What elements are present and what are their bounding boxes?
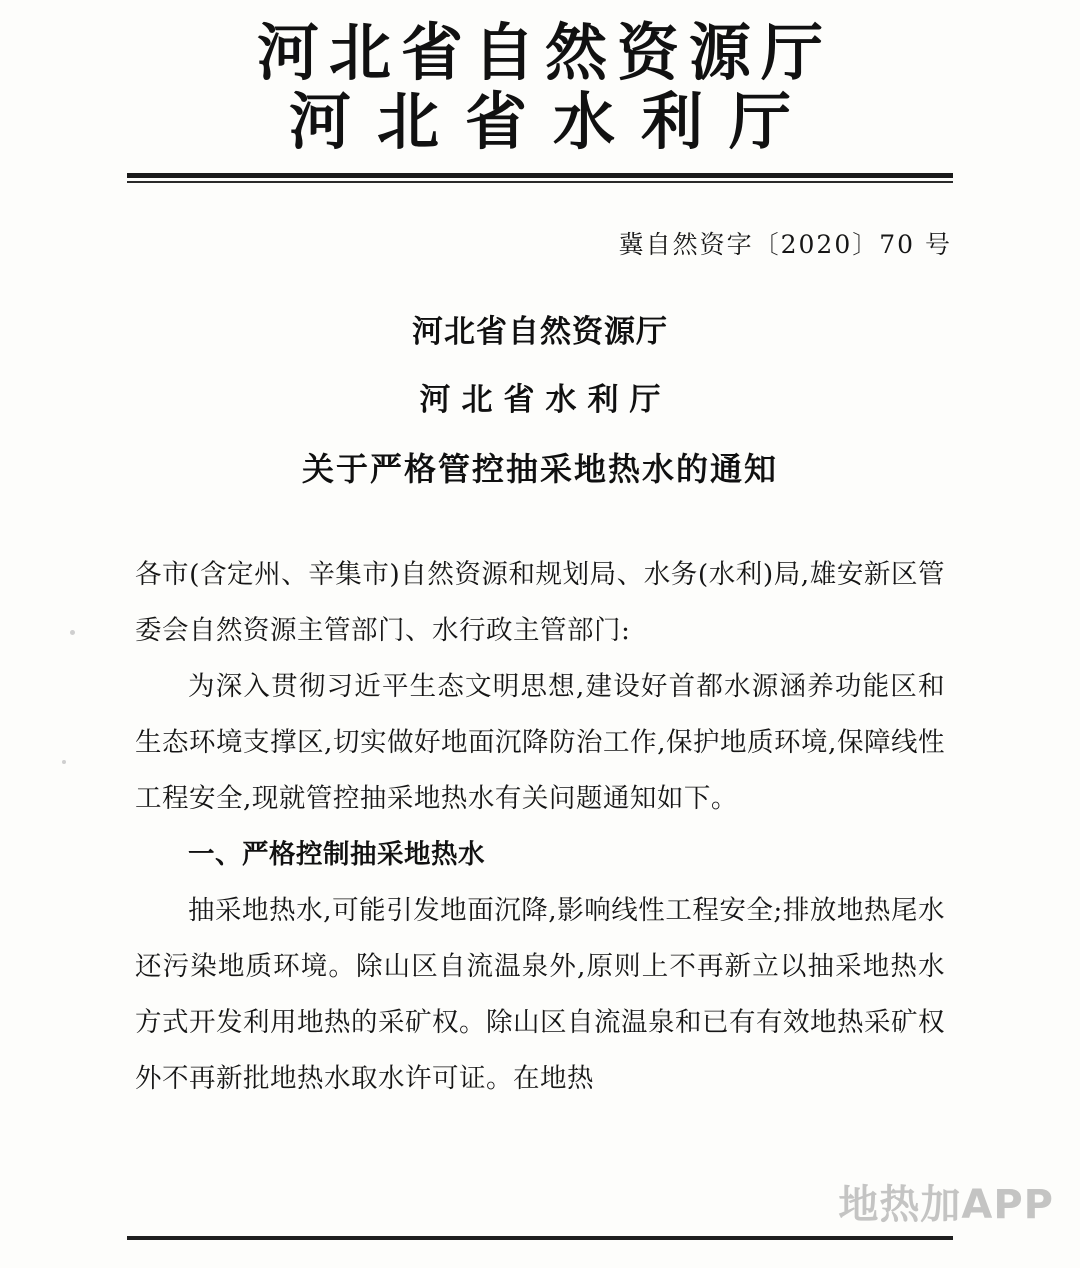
document-title [0,313,1080,488]
letterhead-rule-thick [127,173,953,178]
title-line-1: 河北省自然资源厅 [412,313,668,350]
letterhead-rule-thin [127,181,953,183]
scan-speck [62,760,66,764]
letterhead-divider [127,173,953,183]
body-paragraph-1: 为深入贯彻习近平生态文明思想,建设好首都水源涵养功能区和生态环境支撑区,切实做好地面沉降防治工作,保护地质环境,保障线性工程安全,现就管控抽采地热水有关问题通知如下。 [135,670,945,814]
body-paragraph-2: 抽采地热水,可能引发地面沉降,影响线性工程安全;排放地热尾水还污染地质环境。除山区自流温泉外,原则上不再新立以抽采地热水方式开发利用地热的采矿权。除山区自流温泉和已有有效地热采矿权外不再新批地热水取水许可证。在地热 [135,894,945,1094]
letterhead-line-2: 河北省水利厅 [288,85,817,159]
scan-speck [70,630,75,635]
document-number: 冀自然资字〔2020〕70 号 [618,229,952,259]
letterhead [0,0,1080,183]
footer-rule [127,1236,953,1240]
document-body [135,547,945,1107]
letterhead-line-1: 河北省自然资源厅 [256,16,833,89]
title-line-3: 关于严格管控抽采地热水的通知 [301,449,778,488]
section-heading-1: 一、严格控制抽采地热水 [188,838,485,870]
footer-divider [127,1236,953,1240]
watermark-label: 地热加APP [838,1182,1054,1228]
addressee-paragraph: 各市(含定州、辛集市)自然资源和规划局、水务(水利)局,雄安新区管委会自然资源主管部门、水行政主管部门: [135,558,945,646]
title-line-2: 河北省水利厅 [419,381,672,418]
